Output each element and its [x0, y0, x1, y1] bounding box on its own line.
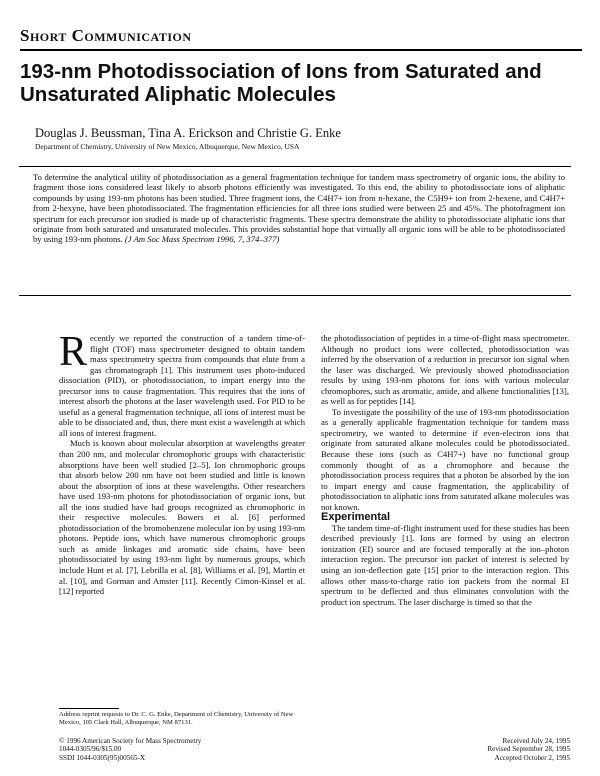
intro-paragraph [59, 329, 305, 438]
affiliation: Department of Chemistry, University of New Mexico, Albuquerque, New Mexico, USA [35, 142, 300, 151]
intro-text: ecently we reported the construction of a tandem time-of-flight (TOF) mass spectrometer designed to obtain tandem mass spectrometry spectra from compounds that elute from a gas chromatograph [1]. This instrument uses photo-induced dissociation (PID), or photodissociation, to impart energy into the precursor ions to cause fragmentation. This requires that the ions of interest absorb the photons at the laser wavelength used. For PID to be useful as a general fragmentation technique, all ions of interest must be able to be dissociated and, thus, there must exist a wavelength at which all ions of interest fragment. [59, 333, 305, 438]
footnote: Address reprint requests to Dr. C. G. Enke, Department of Chemistry, University of New Mexico, 105 Clark Hall, Albuquerque, NM 87131. [59, 711, 294, 726]
footer-copyright [59, 737, 201, 762]
footer-line: © 1996 American Society for Mass Spectrometry [59, 737, 202, 745]
paragraph: the photodissociation of peptides in a time-of-flight mass spectrometer. Although no product ions were collected, photodissociation was inferred by the observation of a reduction in precursor ion signal when the laser was discharged. We previously showed photodissociation results by using 193-nm photons for ions with various molecular chromophores, such as aromatic, amide, and alkene functionalities [13], as well as for peptides [14]. [321, 333, 569, 407]
body-column-left [59, 329, 305, 597]
paragraph: The tandem time-of-flight instrument used for these studies has been described previously [1]. Ions are formed by using an electron ionization (EI) source and are focused temporally at the ion–photon interaction region. The precursor ion packet of interest is selected by using an ion-deflection gate [15] prior to the interaction region. This allows other mass-to-charge ratio ion packets from the normal EI spectrum to be deflected and thus eliminates convolution with the product ion spectrum. The laser discharge is timed so that the [321, 522, 569, 607]
footer-line: SSDI 1044-0305(95)00565-X [59, 753, 146, 762]
section-header: Short Communication [20, 26, 192, 45]
footer-line: Received July 24, 1995 [502, 737, 570, 745]
abstract-text: To determine the analytical utility of photodissociation as a general fragmentation technique for tandem mass spectrometry of organic ions, the ability to fragment those ions considered least likely to absorb photons efficiently was investigated. To this end, the ability to photodissociate ions of aliphatic compounds by using 193-nm photons has been studied. Three fragment ions, the C4H7+ ion from n-hexane, the C5H9+ ion from 2-hexene, and C4H7+ from 2-hexyne, have been photodissociated. The fragmentation efficiencies for all three ions studied were between 25 and 45%. The photofragment ion spectrum for each precursor ion studied is made up of characteristic fragments. These spectra demonstrate the ability to photodissociate aliphatic ions that originate from both saturated and unsaturated molecules. This provides substantial hope that virtually all organic ions will be able to be photodissociated by using 193-nm photons. [33, 172, 565, 245]
paragraph: To investigate the possibility of the use of 193-nm photodissociation as a generally applicable fragmentation technique for tandem mass spectrometry, we wanted to determine if even-electron ions that originate from saturated alkane molecules could be photodissociated. Because these ions (such as C4H7+) have no functional group commonly thought of as a chromophore and because the photodissociation process requires that a photon be absorbed by the ion to impart energy and cause fragmentation, the applicability of photodissociation to aliphatic ions from saturated alkane molecules was not known. [321, 406, 569, 512]
drop-cap: R [59, 329, 88, 375]
footer-line: Accepted October 2, 1995 [494, 753, 570, 762]
paragraph: Much is known about molecular absorption at wavelengths greater than 200 nm, and molecular chromophoric groups with characteristic absorptions have been well studied [2–5]. Ion chromophoric groups that absorb below 200 nm have not been studied and little is known about the absorption of ions at these wavelengths. Other researchers have used 193-nm photons for photodissociation of organic ions, but all the ions studied have had groups recognized as chromophoric in their respective molecules. Bowers et al. [6] performed photodissociation of the bromobenzene molecular ion by using 193-nm photons. Peptide ions, which have numerous chromophoric groups such as amide linkages and aromatic side chains, have been photodissociated by using 193-nm light by numerous groups, which include Hunt et al. [7], Lebrilla et al. [8], Williams et al. [9], Martin et al. [10], and Gorman and Amster [11]. Recently Cimon-Kinsel et al. [12] reported [59, 438, 305, 597]
paper-title: 193-nm Photodissociation of Ions from Saturated and Unsaturated Aliphatic Molecules [20, 60, 542, 106]
footnote-rule [59, 708, 119, 709]
abstract [33, 172, 565, 245]
experimental-heading: Experimental [321, 511, 391, 524]
footer-line: 1044-0305/96/$15.00 [59, 745, 122, 754]
authors: Douglas J. Beussman, Tina A. Erickson and Christie G. Enke [35, 126, 341, 140]
footer-line: Revised September 28, 1995 [487, 745, 570, 754]
body-column-right [321, 333, 569, 607]
abstract-citation: (J Am Soc Mass Spectrom 1996, 7, 374–377) [124, 234, 280, 245]
footer-dates [430, 737, 570, 762]
header-rule [20, 49, 582, 51]
